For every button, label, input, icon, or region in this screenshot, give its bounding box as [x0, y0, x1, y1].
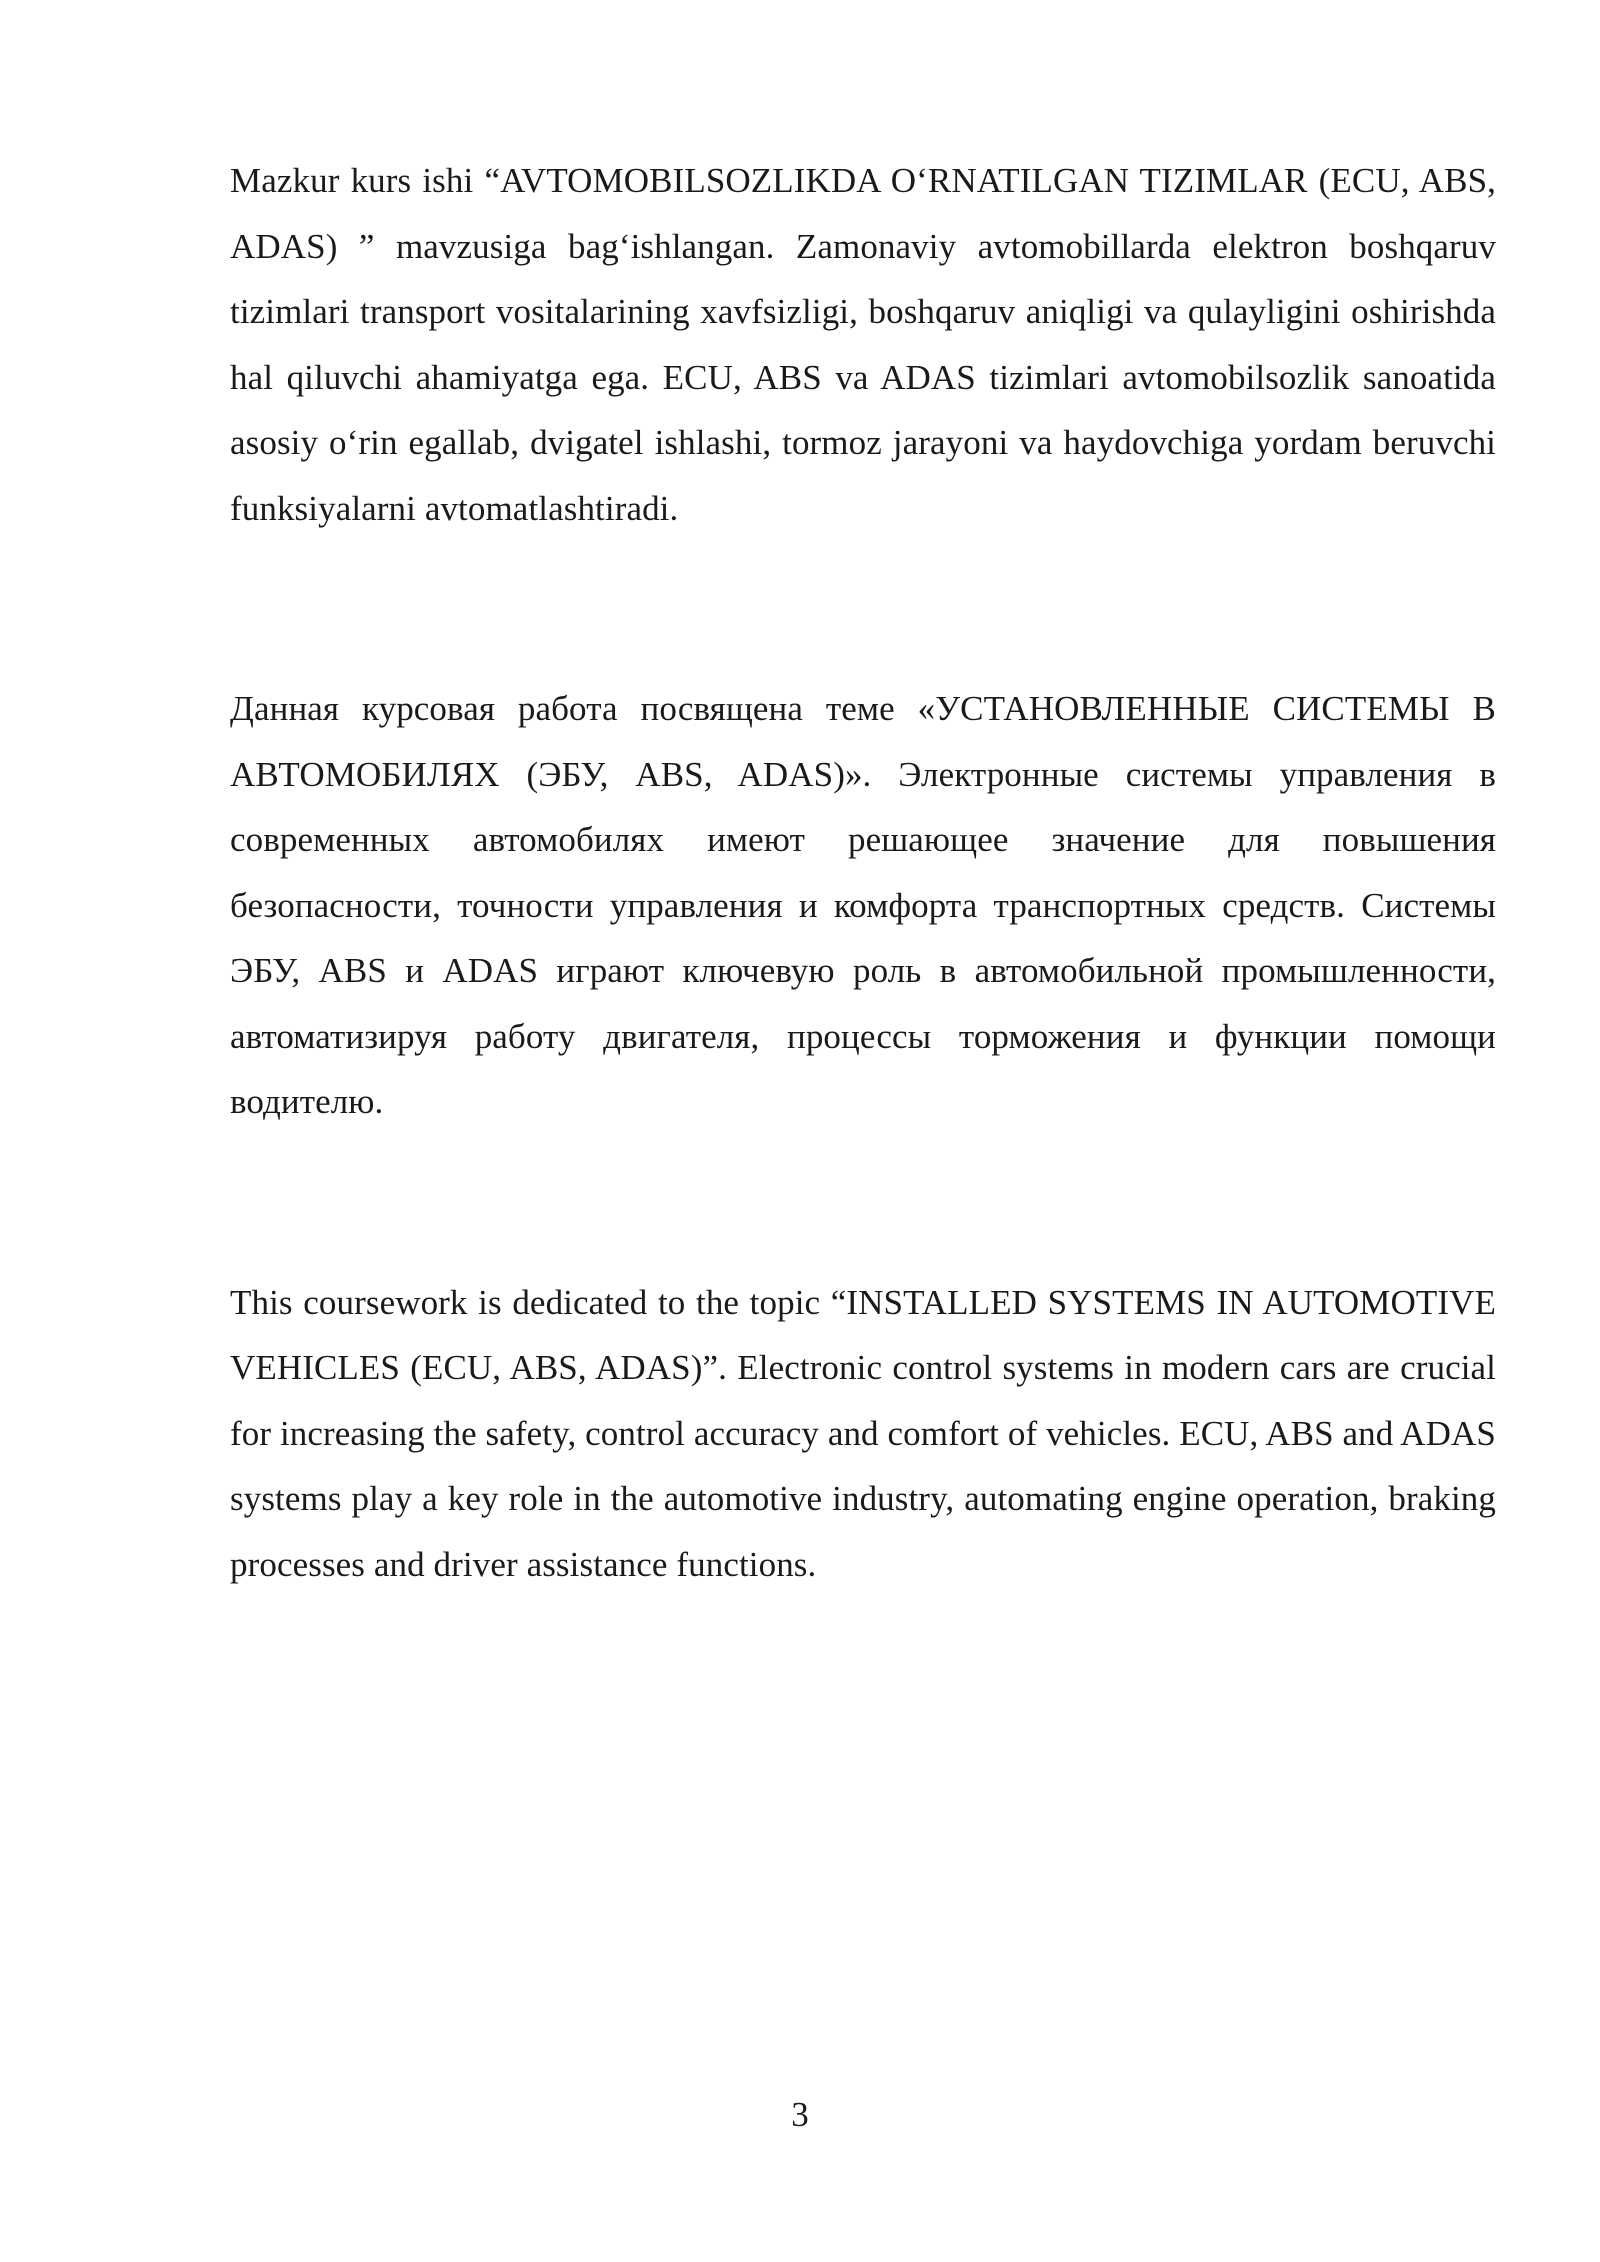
abstract-paragraph-russian: Данная курсовая работа посвящена теме «УСТАНОВЛЕННЫЕ СИСТЕМЫ В АВТОМОБИЛЯХ (ЭБУ, ABS, ADAS)». Электронные системы управления в современных автомобилях имеют решающее значение для повышения безопасности, точности управления и комфорта транспортных средств. Системы ЭБУ, ABS и ADAS играют ключевую роль в автомобильной промышленности, автоматизируя работу двигателя, процессы торможения и функции помощи водителю.	[230, 689, 1496, 1121]
abstract-paragraph-uzbek: Mazkur kurs ishi “AVTOMOBILSOZLIKDA O‘RNATILGAN TIZIMLAR (ECU, ABS, ADAS) ” mavzusiga bag‘ishlangan. Zamonaviy avtomobillarda elektron boshqaruv tizimlari transport vositalarining xavfsizligi, boshqaruv aniqligi va qulayligini oshirishda hal qiluvchi ahamiyatga ega. ECU, ABS va ADAS tizimlari avtomobilsozlik sanoatida asosiy o‘rin egallab, dvigatel ishlashi, tormoz jarayoni va haydovchiga yordam beruvchi funksiyalarni avtomatlashtiradi.	[230, 161, 1496, 528]
abstract-paragraph-english: This coursework is dedicated to the topic “INSTALLED SYSTEMS IN AUTOMOTIVE VEHICLES (ECU, ABS, ADAS)”. Electronic control systems in modern cars are crucial for increasing the safety, control accuracy and comfort of vehicles. ECU, ABS and ADAS systems play a key role in the automotive industry, automating engine operation, braking processes and driver assistance functions.	[230, 1282, 1496, 1584]
page-number: 3	[791, 2095, 809, 2134]
page-content	[230, 148, 1496, 1597]
